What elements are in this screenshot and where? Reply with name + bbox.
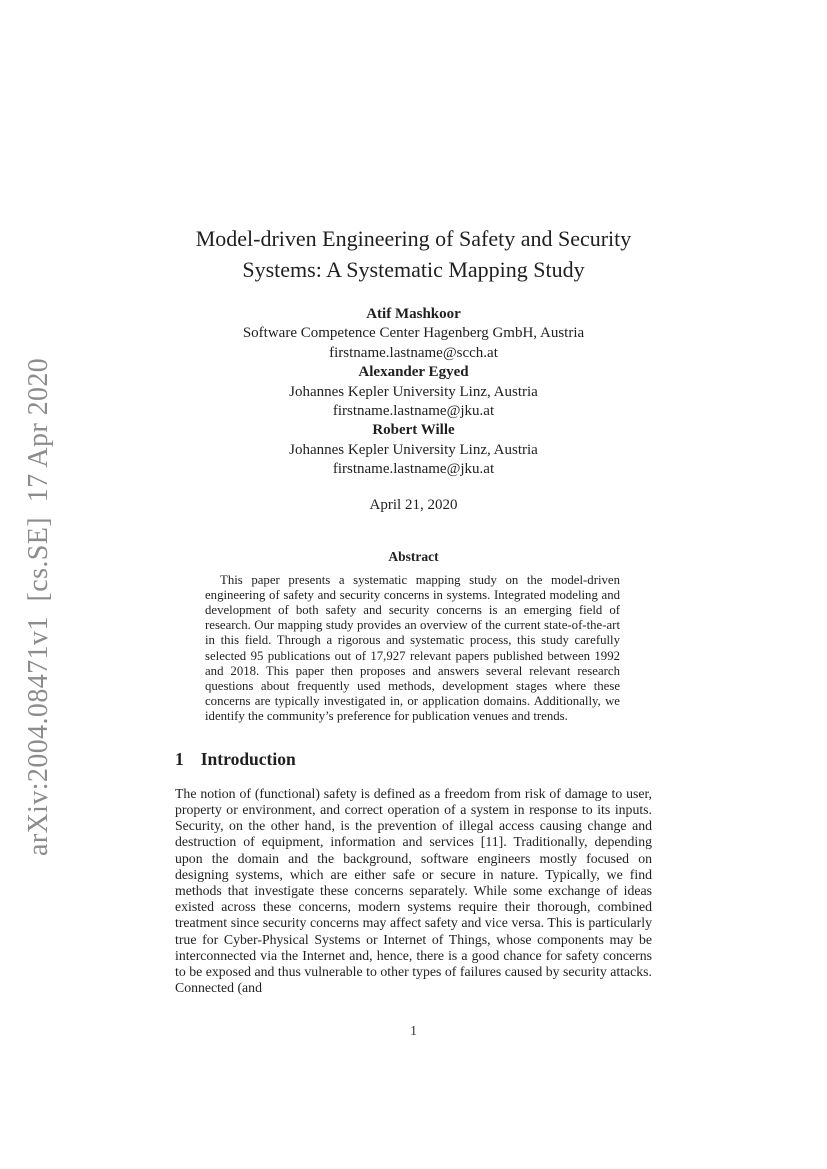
introduction-paragraph: The notion of (functional) safety is defined as a freedom from risk of damage to user, property or environment, and correct operation of a system in response to its inputs. Security, on the other hand, is the prevention of illegal access causing change and destruction of equipment, information and services [11]. Traditionally, depending upon the domain and the background, software engineers mostly focused on designing systems, which are either safe or secure in nature. Typically, we find methods that investigate these concerns separately. While some exchange of ideas existed across these concerns, modern systems require their thorough, combined treatment since security concerns may affect safety and vice versa. This is particularly true for Cyber-Physical Systems or Internet of Things, whose components may be interconnected via the Internet and, hence, there is a good chance for safety concerns to be exposed and thus vulnerable to other types of failures caused by security attacks. Connected (and: [175, 785, 652, 996]
author-name: Alexander Egyed: [358, 364, 469, 381]
author-name: Atif Mashkoor: [366, 306, 461, 322]
author-email: firstname.lastname@jku.at: [332, 403, 495, 420]
author-affiliation: Johannes Kepler University Linz, Austria: [289, 441, 538, 458]
paper-title-line1: Model-driven Engineering of Safety and Security: [195, 226, 632, 251]
section-heading-introduction: [175, 749, 652, 769]
publication-date: April 21, 2020: [369, 496, 458, 513]
paper-title-line2: Systems: A Systematic Mapping Study: [242, 257, 585, 282]
author-email: firstname.lastname@jku.at: [332, 461, 495, 478]
text-column: [175, 0, 652, 996]
author-affiliation: Software Competence Center Hagenberg GmbH, Austria: [242, 325, 585, 342]
paper-title: [175, 223, 652, 285]
page-number: 1: [410, 1024, 417, 1039]
author-name: Robert Wille: [372, 422, 455, 439]
section-number: 1: [175, 748, 184, 769]
abstract-heading: Abstract: [388, 548, 439, 564]
abstract-text: This paper presents a systematic mapping study on the model-driven engineering of safety and security concerns in systems. Integrated modeling and development of both safety and security concerns is an emerging field of research. Our mapping study provides an overview of the current state-of-the-art in this field. Through a rigorous and systematic process, this study carefully selected 95 publications out of 17,927 relevant papers published between 1992 and 2018. This paper then proposes and answers several relevant research questions about frequently used methods, development stages where these concerns are typically investigated in, or application domains. Additionally, we identify the community’s preference for publication venues and trends.: [205, 572, 620, 724]
author-block: [175, 305, 652, 480]
author-email: firstname.lastname@scch.at: [329, 344, 498, 361]
author-affiliation: Johannes Kepler University Linz, Austria: [289, 383, 538, 400]
section-title: Introduction: [200, 748, 296, 769]
arxiv-watermark: arXiv:2004.08471v1 [cs.SE] 17 Apr 2020: [23, 357, 54, 856]
